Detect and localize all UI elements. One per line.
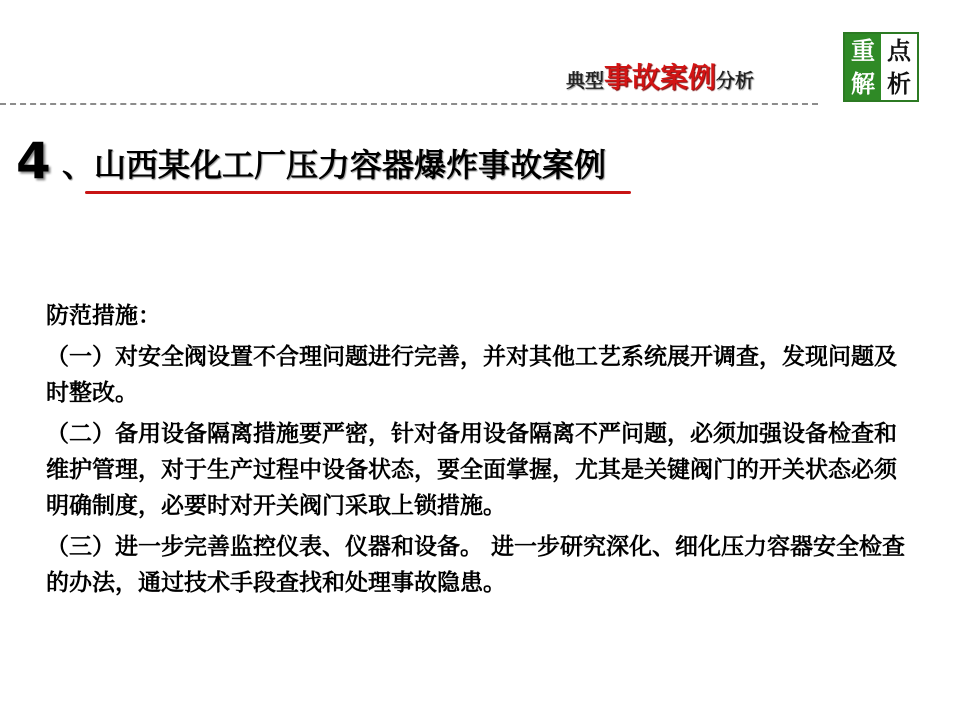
- slide-number: 4: [16, 132, 51, 190]
- slide-body: [46, 298, 906, 606]
- header-divider: [0, 103, 818, 105]
- section-caption: [566, 58, 754, 102]
- badge-char: 重: [845, 34, 881, 67]
- badge-char: 点: [881, 34, 917, 67]
- measure-paragraph: （一）对安全阀设置不合理问题进行完善，并对其他工艺系统展开调查，发现问题及时整改。: [46, 343, 897, 406]
- body-heading: 防范措施：: [46, 302, 161, 329]
- key-analysis-badge: [843, 32, 919, 102]
- caption-suffix: 分析: [716, 70, 755, 92]
- title-underline: [85, 191, 631, 194]
- badge-char: 解: [845, 67, 881, 100]
- measure-paragraph: （三）进一步完善监控仪表、仪器和设备。 进一步研究深化、细化压力容器安全检查的办法，通过技术手段查找和处理事故隐患。: [46, 533, 906, 596]
- measure-paragraph: （二）备用设备隔离措施要严密，针对备用设备隔离不严问题，必须加强设备检查和维护管理，对于生产过程中设备状态，要全面掌握，尤其是关键阀门的开关状态必须明确制度，必要时对开关阀门采取上锁措施。: [46, 420, 897, 519]
- slide-title: 、山西某化工厂压力容器爆炸事故案例: [62, 146, 607, 184]
- caption-highlight: 事故案例: [604, 61, 717, 94]
- badge-char: 析: [881, 67, 917, 100]
- caption-prefix: 典型: [566, 70, 605, 92]
